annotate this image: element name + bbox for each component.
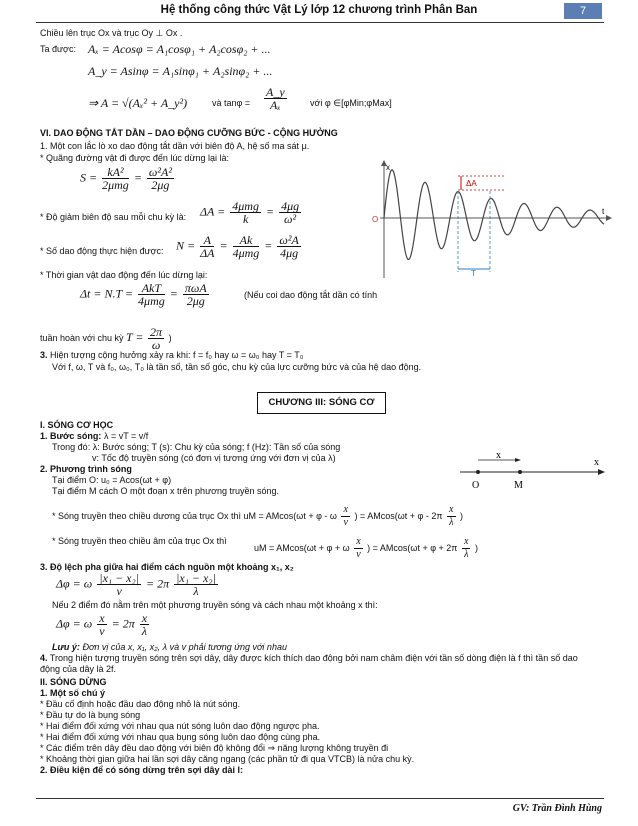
eq-sign: = [219, 238, 228, 253]
list-item: * Các điểm trên dây đều dao động với biên độ không đổi ⇒ năng lượng không truyền đi [40, 743, 389, 753]
list-item: * Khoảng thời gian giữa hai lần sợi dây căng ngang (các phần tử đi qua VTCB) là nửa chu kỳ. [40, 754, 415, 764]
eq-delta-a [200, 200, 303, 225]
frac-num: ω²A [279, 233, 299, 247]
eq-lhs: S = [80, 170, 98, 185]
axis-arrow [606, 215, 612, 221]
axis-arrow [598, 469, 605, 475]
eq-lhs: N = [176, 238, 196, 253]
tan-num: A_y [266, 85, 285, 99]
frac-den: 2μg [186, 294, 205, 308]
frac-den: ω² [284, 212, 297, 226]
frac-num: ω²A² [148, 165, 172, 179]
eq-and: và tanφ = [212, 98, 251, 108]
eq-sign: = [264, 238, 273, 253]
frac-num: AkT [138, 282, 165, 295]
delta-a-label: ΔA [466, 179, 477, 188]
frac-den: λ [464, 549, 469, 560]
frac-den: v [356, 549, 361, 560]
paragraph [52, 504, 463, 529]
frac-num: x [449, 504, 454, 515]
header-rule [36, 22, 604, 23]
propagation-axis-figure [460, 450, 608, 496]
point-m-label: M [514, 480, 523, 491]
intro-line: Chiều lên trục Ox và trục Oy ⊥ Ox . [40, 28, 183, 38]
paragraph [40, 653, 606, 664]
frac-den: 4μmg [232, 246, 260, 260]
paragraph [254, 536, 478, 561]
item-title: 3. Độ lệch pha giữa hai điểm cách nguồn một khoảng x₁, x₂ [40, 562, 294, 572]
paragraph: Nếu 2 điểm đó nằm trên một phương truyền sóng và cách nhau một khoảng x thì: [52, 600, 378, 610]
phase-range: với φ ∈[φMin;φMax] [310, 98, 392, 108]
frac-den: 2μmg [102, 178, 129, 192]
axis-label: x [594, 457, 599, 468]
list-item: * Hai điểm đối xứng với nhau qua bụng sóng luôn dao động cùng pha. [40, 732, 321, 742]
frac-den: λ [141, 624, 147, 638]
damped-wave-curve [384, 170, 604, 260]
text: ) = AMcos(ωt + φ - 2π [354, 511, 443, 521]
text: ) [475, 543, 478, 553]
page-header-title: Hệ thống công thức Vật Lý lớp 12 chương trình Phân Ban [160, 4, 478, 16]
eq-lhs: ΔA = [200, 204, 226, 219]
paragraph: Tại điểm O: u₀ = Acos(ωt + φ) [52, 475, 172, 485]
list-item: * Hai điểm đối xứng với nhau qua nút sóng luôn dao động ngược pha. [40, 721, 320, 731]
text: uM = AMcos(ωt + φ + ω [254, 543, 350, 553]
note-text: (Nếu coi dao động tắt dần có tính [244, 290, 378, 300]
eq-lhs: Δφ = ω [56, 576, 93, 591]
period-label: T [471, 269, 476, 278]
paragraph [40, 431, 148, 441]
paragraph [40, 326, 172, 351]
item-title: 1. Bước sóng: [40, 431, 102, 441]
paragraph: Tại điểm M cách O một đoạn x trên phương truyền sóng. [52, 486, 280, 496]
eq-amplitude: ⇒ A = √(Aₓ² + A_y²) [88, 96, 188, 110]
item-title: 2. Điều kiện để có sóng dừng trên sợi dây dài l: [40, 765, 243, 775]
eq-phase-diff-2 [56, 612, 151, 637]
frac-num: x [464, 536, 469, 547]
eq-phase-diff [56, 572, 220, 597]
frac-den: ω [151, 338, 161, 352]
text: λ = vT = v/f [101, 431, 149, 441]
paragraph: * Thời gian vật dao động đến lúc dừng lại: [40, 270, 208, 280]
item-title: 1. Một số chú ý [40, 688, 106, 698]
paragraph: động của dây là 2f. [40, 664, 117, 674]
point-m [518, 470, 522, 474]
frac-num: x [356, 536, 361, 547]
frac-den: 4μmg [138, 294, 165, 308]
frac-den: v [343, 517, 348, 528]
frac-den: v [99, 624, 105, 638]
paragraph: * Quãng đường vật đi được đến lúc dừng lại là: [40, 153, 229, 163]
frac-den: ΔA [200, 246, 215, 260]
note [52, 642, 287, 652]
text: ) [168, 333, 172, 343]
frac-num: Ak [233, 234, 260, 247]
frac-num: A [200, 234, 214, 247]
axis-arrow [515, 458, 521, 462]
paragraph [52, 536, 227, 546]
section-heading: I. SÓNG CƠ HỌC [40, 420, 114, 430]
eq-lhs: Δφ = ω [56, 616, 93, 631]
tan-den: Aₓ [269, 98, 281, 112]
frac-den: λ [193, 584, 199, 598]
list-item: * Đầu tự do là bụng sóng [40, 710, 141, 720]
frac-num: x [99, 611, 105, 625]
paragraph: v: Tốc độ truyền sóng (có đơn vị tương ứng với đơn vị của λ) [92, 453, 336, 463]
text: ) = AMcos(ωt + φ + 2π [367, 543, 458, 553]
page-number: 7 [564, 3, 602, 19]
text: Trong hiện tượng truyền sóng trên sợi dây, dây được kích thích dao động bởi nam châm điện với tần số dòng điện là f thì tần số dao [47, 653, 578, 663]
frac-den: 4μg [280, 246, 299, 260]
distance-label: x [496, 450, 501, 461]
list-item: * Đầu cố định hoặc đầu dao động nhỏ là nút sóng. [40, 699, 241, 709]
frac-num: πωA [184, 281, 207, 295]
eq-lhs: T = [125, 330, 144, 344]
intro-label: Ta được: [40, 44, 76, 54]
paragraph: Với f, ω, T và f₀, ω₀, T₀ là tần số, tần số góc, chu kỳ của lực cưỡng bức và của hệ dao động. [52, 362, 422, 372]
frac-num: 2π [150, 325, 163, 339]
frac-num: kA² [102, 166, 129, 179]
frac-num: 4μg [281, 199, 300, 213]
origin-label: O [372, 215, 379, 224]
damped-oscillation-figure [366, 158, 614, 284]
chapter-title: CHƯƠNG III: SÓNG CƠ [257, 392, 386, 414]
text: * Sóng truyền theo chiều dương của trục Ox thì uM = AMcos(ωt + φ - ω [52, 511, 337, 521]
frac-den: k [242, 212, 249, 226]
section-heading: VI. DAO ĐỘNG TẮT DẦN – DAO ĐỘNG CƯỠNG BỨC - CỘNG HƯỞNG [40, 128, 338, 138]
eq-sign: = [133, 170, 142, 185]
paragraph: 1. Một con lắc lò xo dao động tắt dần với biên độ A, hệ số ma sát μ. [40, 141, 310, 151]
text: Hiện tượng cộng hưởng xảy ra khi: f = f₀ hay ω = ω₀ hay T = T₀ [47, 350, 304, 360]
text: tuần hoàn với chu kỳ [40, 333, 124, 343]
footer-author: GV: Trần Đình Hùng [512, 803, 602, 814]
eq-lhs: Δt = N.T = [80, 286, 134, 301]
text: * Sóng truyền theo chiều âm của trục Ox thì [52, 536, 227, 546]
frac-num: x [141, 611, 148, 625]
eq-distance [80, 166, 176, 191]
note-label: Lưu ý: [52, 642, 80, 652]
x-axis-label: x [386, 163, 390, 172]
paragraph: * Độ giảm biên độ sau mỗi chu kỳ là: [40, 212, 187, 222]
frac-num: x [343, 504, 348, 515]
frac-den: 2μg [151, 178, 170, 192]
eq-sign: = 2π [145, 576, 170, 591]
frac-num: |x₁ − x₂| [176, 571, 216, 585]
eq-n [176, 234, 303, 259]
paragraph: Trong đó: λ: Bước sóng; T (s): Chu kỳ của sóng; f (Hz): Tần số của sóng [52, 442, 341, 452]
t-axis-label: t [602, 207, 605, 216]
point-o [476, 470, 480, 474]
tan-fraction [262, 86, 289, 111]
paragraph: * Số dao động thực hiện được: [40, 246, 164, 256]
eq-ay: A_y = Asinφ = A₁sinφ₁ + A₂sinφ₂ + ... [88, 64, 273, 78]
frac-num: |x₁ − x₂| [99, 571, 139, 585]
point-o-label: O [472, 480, 480, 491]
section-heading: II. SÓNG DỪNG [40, 677, 107, 687]
frac-num: 4μmg [232, 199, 259, 213]
item-number: 3. [40, 350, 48, 360]
eq-time [80, 282, 211, 307]
eq-sign: = [169, 286, 178, 301]
footer-rule [36, 798, 604, 799]
eq-sign: = 2π [111, 616, 135, 631]
item-title: 2. Phương trình sóng [40, 464, 132, 474]
item-number: 4. [40, 653, 48, 663]
eq-sign: = [265, 204, 275, 219]
text: ) [460, 511, 464, 521]
frac-den: v [116, 584, 122, 598]
paragraph [40, 350, 304, 360]
note-text: Đơn vị của x, x₁, x₂, λ và v phải tương ứng với nhau [79, 642, 287, 652]
frac-den: λ [449, 517, 454, 528]
eq-ax: Aₓ = Acosφ = A₁cosφ₁ + A₂cosφ₂ + ... [88, 42, 271, 56]
